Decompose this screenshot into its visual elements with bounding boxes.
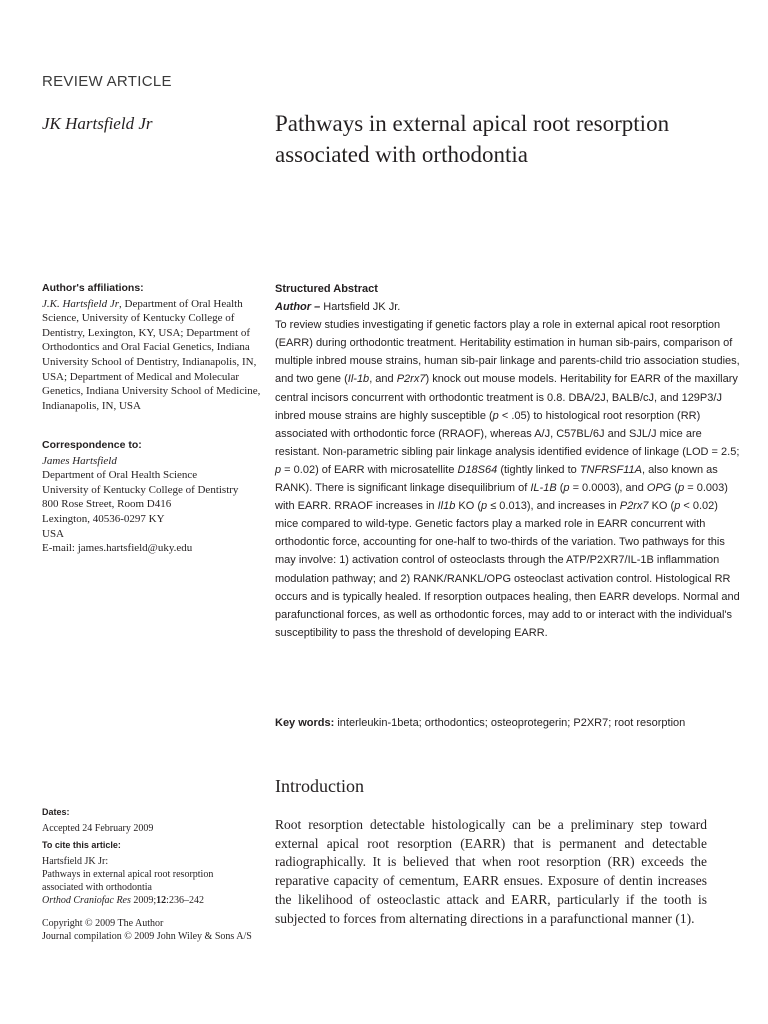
abstract-author-label: Author – bbox=[275, 301, 321, 314]
citation-journal-line bbox=[42, 894, 264, 907]
introduction-body: Root resorption detectable histologically can be a preliminary step toward external apical root resorption (EARR) that is permanent and detectable radiographically. It is believed that when root resorption (RR) exceeds the reparative capacity of cementum, EARR ensues. Exposure of dentin increases the likelihood of osteoclastic attack and EARR, particularly if the tooth is subjected to forces from alternating directions in a parafunctional manner (1). bbox=[275, 817, 707, 926]
correspondence-line: Lexington, 40536-0297 KY bbox=[42, 512, 165, 525]
citation-line: Pathways in external apical root resorption bbox=[42, 868, 214, 880]
copyright-line: Journal compilation © 2009 John Wiley & Sons A/S bbox=[42, 931, 252, 942]
dates-text: Accepted 24 February 2009 bbox=[42, 822, 154, 834]
affiliations-text bbox=[42, 297, 264, 414]
citation-volume: 12 bbox=[156, 894, 167, 906]
affiliations-section bbox=[42, 281, 264, 413]
abstract-heading: Structured Abstract bbox=[275, 283, 378, 295]
citation-heading: To cite this article: bbox=[42, 840, 121, 850]
citation-line: Hartsfield JK Jr: bbox=[42, 855, 109, 867]
article-title: Pathways in external apical root resorption associated with orthodontia bbox=[275, 111, 670, 167]
correspondence-heading: Correspondence to: bbox=[42, 439, 142, 451]
affiliations-body: , Department of Oral Health Science, University of Kentucky College of Dentistry, Lexington, KY, USA; Department of Orthodontics and Oral Facial Genetics, Indiana University School of Dentistry, Indianapolis, IN, USA; Department of Medical and Molecular Genetics, Indiana University School of Medicine, Indianapolis, IN, USA bbox=[42, 297, 261, 412]
affiliations-heading: Author's affiliations: bbox=[42, 282, 144, 294]
article-type-label: REVIEW ARTICLE bbox=[42, 73, 172, 90]
correspondence-name: James Hartsfield bbox=[42, 454, 117, 467]
author-name: JK Hartsfield Jr bbox=[42, 114, 153, 133]
structured-abstract bbox=[275, 280, 740, 642]
abstract-author-value: Hartsfield JK Jr. bbox=[320, 301, 401, 314]
abstract-author-line bbox=[275, 298, 740, 316]
correspondence-line: Department of Oral Health Science bbox=[42, 469, 198, 482]
correspondence-email[interactable]: E-mail: james.hartsfield@uky.edu bbox=[42, 542, 193, 555]
introduction-heading: Introduction bbox=[275, 776, 364, 796]
abstract-body: To review studies investigating if genetic factors play a role in external apical root resorption (EARR) during orthodontic treatment. Heritability estimation in human sib-pairs, comparison of multiple inbred mouse strains, human sib-pair linkage and parents-child trio association studies, and two gene (Il-1b, and P2rx7) knock out mouse models. Heritability for EARR of the maxillary central incisors concurrent with orthodontic treatment is 0.8. DBA/2J, BALB/cJ, and 129P3/J inbred mouse strains are highly susceptible (p < .05) to histological root resorption (RR) associated with orthodontic force (RRAOF), whereas A/J, C57BL/6J and SJL/J mice are resistant. Non-parametric sibling pair linkage analysis identified evidence of linkage (LOD = 2.5; p = 0.02) of EARR with microsatellite D18S64 (tightly linked to TNFRSF11A, also known as RANK). There is significant linkage disequilibrium of IL-1B (p = 0.0003), and OPG (p = 0.003) with EARR. RRAOF increases in Il1b KO (p ≤ 0.013), and increases in P2rx7 KO (p < 0.02) mice compared to wild-type. Genetic factors play a marked role in EARR concurrent with orthodontic force, accounting for one-half to two-thirds of the variation. Two pathways for this may involve: 1) activation control of osteoclasts through the ATP/P2XR7/IL-1B inflammation modulation pathway; and 2) RANK/RANKL/OPG osteoclast activation control. Histological RR occurs and is typically healed. If resorption outpaces healing, then EARR develops. Normal and parafunctional forces, as well as orthodontic forces, may add to or interact with the individual's susceptibility to pass the threshold of developing EARR. bbox=[275, 319, 740, 639]
keywords-value: interleukin-1beta; orthodontics; osteoprotegerin; P2XR7; root resorption bbox=[334, 717, 686, 729]
keywords-label: Key words: bbox=[275, 717, 335, 729]
citation-section bbox=[42, 838, 264, 907]
citation-journal: Orthod Craniofac Res bbox=[42, 894, 131, 906]
citation-year: 2009; bbox=[130, 894, 157, 906]
correspondence-section bbox=[42, 438, 264, 556]
dates-heading: Dates: bbox=[42, 807, 70, 817]
correspondence-line: 800 Rose Street, Room D416 bbox=[42, 498, 172, 511]
correspondence-line: USA bbox=[42, 527, 65, 540]
dates-section bbox=[42, 805, 264, 835]
citation-line: associated with orthodontia bbox=[42, 881, 152, 893]
citation-pages: :236–242 bbox=[166, 894, 204, 906]
keywords bbox=[275, 715, 745, 731]
correspondence-line: University of Kentucky College of Dentistry bbox=[42, 483, 239, 496]
affiliations-author: J.K. Hartsfield Jr bbox=[42, 297, 119, 310]
copyright-section bbox=[42, 917, 264, 943]
copyright-line: Copyright © 2009 The Author bbox=[42, 918, 164, 929]
